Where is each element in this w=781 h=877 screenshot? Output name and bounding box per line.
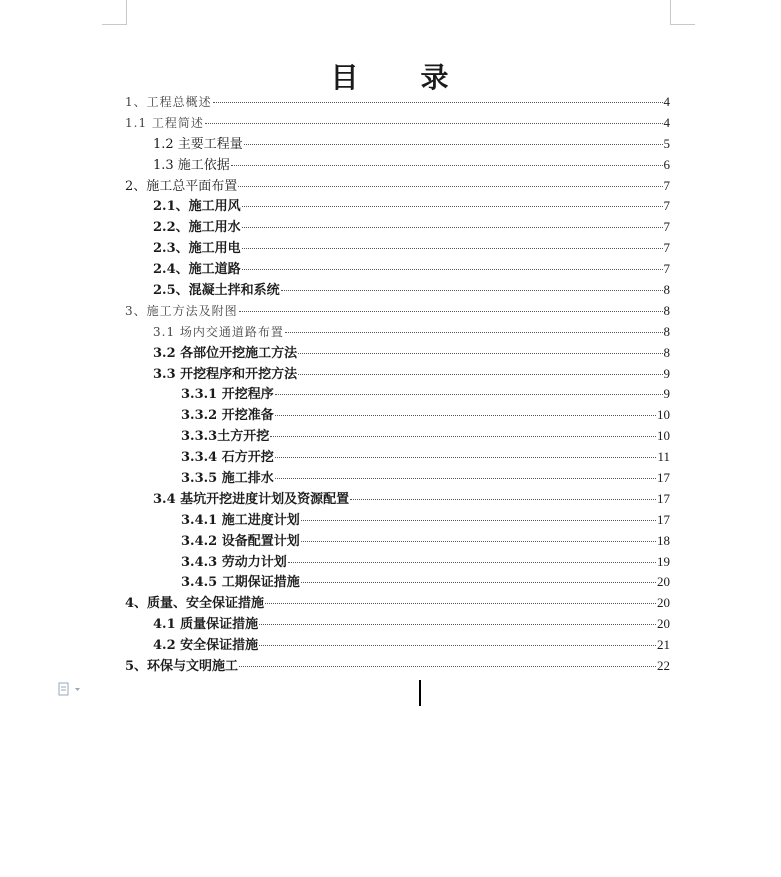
toc-dot-leader [205, 123, 663, 124]
toc-entry-title: 4.1 质量保证措施 [153, 617, 259, 633]
toc-dot-leader [239, 311, 663, 312]
toc-entry[interactable] [125, 510, 670, 531]
toc-entry[interactable] [125, 426, 670, 447]
toc-entry-title: 3、施工方法及附图 [125, 303, 238, 318]
toc-entry-title: 2.4、施工道路 [153, 262, 241, 278]
toc-dot-leader [275, 457, 657, 458]
toc-entry-page: 7 [663, 219, 670, 235]
toc-entry[interactable] [125, 259, 670, 280]
toc-entry-page: 4 [663, 94, 670, 109]
toc-entry-page: 4 [663, 114, 670, 130]
toc-entry-title: 2.1、施工用风 [153, 199, 241, 215]
toc-dot-leader [350, 499, 656, 500]
toc-dot-leader [239, 666, 656, 667]
toc-entry-page: 9 [663, 365, 670, 381]
toc-entry-page: 20 [657, 595, 670, 611]
toc-entry-title: 1.3 施工依据 [153, 157, 230, 173]
toc-entry-title: 3.4 基坑开挖进度计划及资源配置 [153, 491, 350, 507]
toc-dot-leader [213, 102, 663, 103]
toc-entry[interactable] [125, 113, 670, 134]
toc-entry-page: 22 [657, 658, 670, 674]
toc-dot-leader [259, 645, 656, 646]
toc-entry-title: 2.2、施工用水 [153, 220, 241, 236]
toc-entry-page: 19 [657, 553, 670, 569]
toc-entry-title: 3.4.2 设备配置计划 [181, 533, 300, 549]
toc-entry[interactable] [125, 92, 670, 113]
toc-dot-leader [231, 165, 663, 166]
toc-dot-leader [281, 290, 663, 291]
toc-entry-page: 9 [663, 386, 670, 402]
toc-entry[interactable] [125, 489, 670, 510]
toc-entry[interactable] [125, 176, 670, 197]
toc-entry-page: 8 [663, 282, 670, 298]
toc-dot-leader [275, 415, 656, 416]
toc-entry-title: 1.2 主要工程量 [153, 136, 243, 152]
toc-entry-page: 5 [663, 135, 670, 151]
toc-entry[interactable] [125, 405, 670, 426]
toc-entry-title: 3.2 各部位开挖施工方法 [153, 345, 298, 361]
toc-dot-leader [259, 624, 656, 625]
toc-dot-leader [275, 394, 663, 395]
toc-title-char-1: 目 [330, 61, 361, 94]
toc-entry-page: 18 [657, 532, 670, 548]
toc-dot-leader [301, 541, 656, 542]
toc-entry[interactable] [125, 364, 670, 385]
toc-entry-page: 10 [657, 428, 670, 444]
toc-entry-title: 3.3.2 开挖准备 [181, 408, 274, 424]
toc-entry-page: 11 [657, 449, 670, 465]
toc-entry-title: 5、环保与文明施工 [125, 659, 239, 675]
page-corner-marker-top-right [670, 0, 695, 25]
table-of-contents [125, 92, 670, 677]
toc-entry[interactable] [125, 572, 670, 593]
toc-entry[interactable] [125, 155, 670, 176]
toc-dot-leader [242, 248, 663, 249]
toc-entry-page: 7 [663, 261, 670, 277]
toc-entry-title: 3.3.3土方开挖 [181, 429, 270, 445]
toc-dot-leader [288, 562, 656, 563]
toc-entry[interactable] [125, 447, 670, 468]
toc-dot-leader [242, 227, 663, 228]
toc-entry[interactable] [125, 134, 670, 155]
toc-entry-page: 8 [663, 323, 670, 339]
toc-entry-title: 3.4.1 施工进度计划 [181, 512, 300, 528]
toc-entry[interactable] [125, 552, 670, 573]
toc-entry[interactable] [125, 196, 670, 217]
toc-entry-title: 3.3 开挖程序和开挖方法 [153, 366, 298, 382]
toc-dot-leader [298, 374, 662, 375]
toc-entry-title: 3.3.1 开挖程序 [181, 387, 274, 403]
toc-entry-title: 3.4.5 工期保证措施 [181, 575, 300, 591]
toc-entry-page: 17 [657, 490, 670, 506]
toc-entry[interactable] [125, 301, 670, 322]
toc-entry-title: 3.1 场内交通道路布置 [153, 324, 284, 339]
toc-entry-page: 20 [657, 574, 670, 590]
toc-entry-page: 7 [663, 177, 670, 193]
toc-dot-leader [275, 478, 656, 479]
toc-entry[interactable] [125, 656, 670, 677]
paste-options-icon[interactable] [58, 682, 84, 696]
toc-title [0, 56, 781, 96]
toc-entry[interactable] [125, 217, 670, 238]
toc-entry[interactable] [125, 468, 670, 489]
toc-entry-title: 1、工程总概述 [125, 95, 212, 109]
toc-entry[interactable] [125, 322, 670, 343]
toc-entry-page: 17 [657, 511, 670, 527]
toc-entry[interactable] [125, 614, 670, 635]
toc-entry-title: 2.3、施工用电 [153, 241, 241, 257]
toc-entry[interactable] [125, 238, 670, 259]
toc-dot-leader [242, 206, 663, 207]
toc-entry-title: 2.5、混凝土拌和系统 [153, 283, 280, 299]
toc-dot-leader [244, 144, 663, 145]
text-cursor [419, 680, 421, 706]
toc-entry-page: 7 [663, 198, 670, 214]
toc-entry-title: 4、质量、安全保证措施 [125, 596, 265, 612]
toc-dot-leader [285, 332, 663, 333]
toc-entry[interactable] [125, 343, 670, 364]
toc-dot-leader [270, 436, 656, 437]
toc-entry[interactable] [125, 384, 670, 405]
toc-dot-leader [242, 269, 663, 270]
toc-entry-page: 20 [657, 616, 670, 632]
toc-dot-leader [301, 520, 656, 521]
toc-dot-leader [298, 353, 662, 354]
toc-title-char-2: 录 [420, 61, 451, 94]
toc-entry-title: 3.3.5 施工排水 [181, 471, 274, 487]
toc-entry-page: 8 [663, 344, 670, 360]
toc-entry-page: 21 [657, 637, 670, 653]
toc-dot-leader [301, 582, 656, 583]
toc-entry-page: 8 [663, 302, 670, 318]
toc-entry-title: 3.4.3 劳动力计划 [181, 554, 287, 570]
toc-entry-title: 1.1 工程简述 [125, 115, 204, 130]
toc-entry-title: 3.3.4 石方开挖 [181, 450, 274, 466]
toc-dot-leader [238, 186, 662, 187]
toc-entry-page: 17 [657, 470, 670, 486]
page-corner-marker-top-left [102, 0, 127, 25]
toc-dot-leader [265, 603, 656, 604]
toc-entry-title: 4.2 安全保证措施 [153, 638, 259, 654]
toc-entry[interactable] [125, 593, 670, 614]
toc-entry-title: 2、施工总平面布置 [125, 178, 238, 194]
toc-entry-page: 10 [657, 407, 670, 423]
toc-entry[interactable] [125, 280, 670, 301]
toc-entry[interactable] [125, 635, 670, 656]
toc-entry-page: 6 [663, 156, 670, 172]
toc-entry[interactable] [125, 531, 670, 552]
toc-entry-page: 7 [663, 240, 670, 256]
